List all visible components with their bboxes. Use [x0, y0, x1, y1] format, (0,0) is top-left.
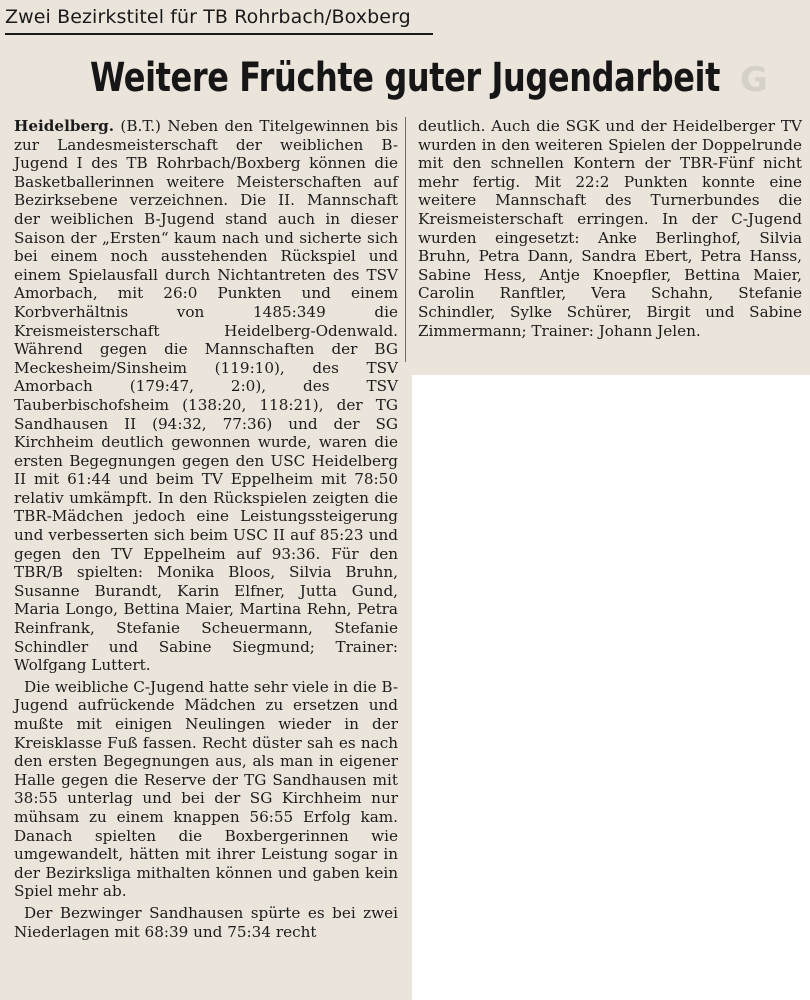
dateline-source: (B.T.): [114, 117, 168, 135]
paragraph-3: Der Bezwinger Sandhausen spürte es bei zwei Niederlagen mit 68:39 und 75:34 recht: [14, 903, 398, 941]
kicker-underline: [5, 33, 433, 35]
article-column-1: [14, 117, 398, 941]
article-column-2: [418, 117, 802, 340]
paragraph-2: Die weibliche C-Jugend hatte sehr viele in die B-Jugend aufrückende Mädchen zu ersetzen und mußte mit einigen Neulingen wieder in der Kreisklasse Fuß fassen. Recht düster sah es nach den ersten Begegnungen aus, als man in eigener Halle gegen die Reserve der TG Sandhausen mit 38:55 unterlag und bei der SG Kirchheim nur mühsam zu einem knappen 56:55 Erfolg kam. Danach spielten die Boxbergerinnen wie umgewandelt, hätten mit ihrer Leistung sogar in der Bezirksliga mithalten können und gaben kein Spiel mehr ab.: [14, 677, 398, 901]
paragraph-1: [14, 117, 398, 675]
paragraph-1-text: Neben den Titelgewinnen bis zur Landesmeisterschaft der weiblichen B-Jugend I des TB Rohrbach/Boxberg können die Basketballerinnen weitere Meisterschaften auf Bezirksebene verzeichnen. Die II. Mannschaft der weiblichen B-Jugend stand auch in dieser Saison der „Ersten“ kaum nach und sicherte sich bei einem noch ausstehenden Rückspiel und einem Spielausfall durch Nichtantreten des TSV Amorbach, mit 26:0 Punkten und einem Korbverhältnis von 1485:349 die Kreismeisterschaft Heidelberg-Odenwald. Während gegen die Mannschaften der BG Meckesheim/Sinsheim (119:10), des TSV Amorbach (179:47, 2:0), des TSV Tauberbischofsheim (138:20, 118:21), der TG Sandhausen II (94:32, 77:36) und der SG Kirchheim deutlich gewonnen wurde, waren die ersten Begegnungen gegen den USC Heidelberg II mit 61:44 und beim TV Eppelheim mit 78:50 relativ umkämpft. In den Rückspielen zeigten die TBR-Mädchen jedoch eine Leistungssteigerung und verbesserten sich beim USC II auf 85:23 und gegen den TV Eppelheim auf 93:36. Für den TBR/B spielten: Monika Bloos, Silvia Bruhn, Susanne Burandt, Karin Elfner, Jutta Gund, Maria Longo, Bettina Maier, Martina Rehn, Petra Reinfrank, Stefanie Scheuermann, Stefanie Schindler und Sabine Siegmund; Trainer: Wolfgang Luttert.: [14, 117, 399, 675]
dateline-city: Heidelberg.: [14, 117, 115, 135]
bleed-through-mark: G: [740, 60, 768, 100]
headline: Weitere Früchte guter Jugendarbeit: [90, 55, 720, 101]
paragraph-3-continued: deutlich. Auch die SGK und der Heidelberger TV wurden in den weiteren Spielen der Doppelrunde mit den schnellen Kontern der TBR-Fünf nicht mehr fertig. Mit 22:2 Punkten konnte eine weitere Mannschaft des Turnerbundes die Kreismeisterschaft erringen. In der C-Jugend wurden eingesetzt: Anke Berlinghof, Silvia Bruhn, Petra Dann, Sandra Ebert, Petra Hanss, Sabine Hess, Antje Knoepfler, Bettina Maier, Carolin Ranftler, Vera Schahn, Stefanie Schindler, Sylke Schürer, Birgit und Sabine Zimmermann; Trainer: Johann Jelen.: [418, 117, 802, 340]
kicker-line: Zwei Bezirkstitel für TB Rohrbach/Boxberg: [5, 6, 411, 28]
column-divider: [405, 117, 406, 362]
